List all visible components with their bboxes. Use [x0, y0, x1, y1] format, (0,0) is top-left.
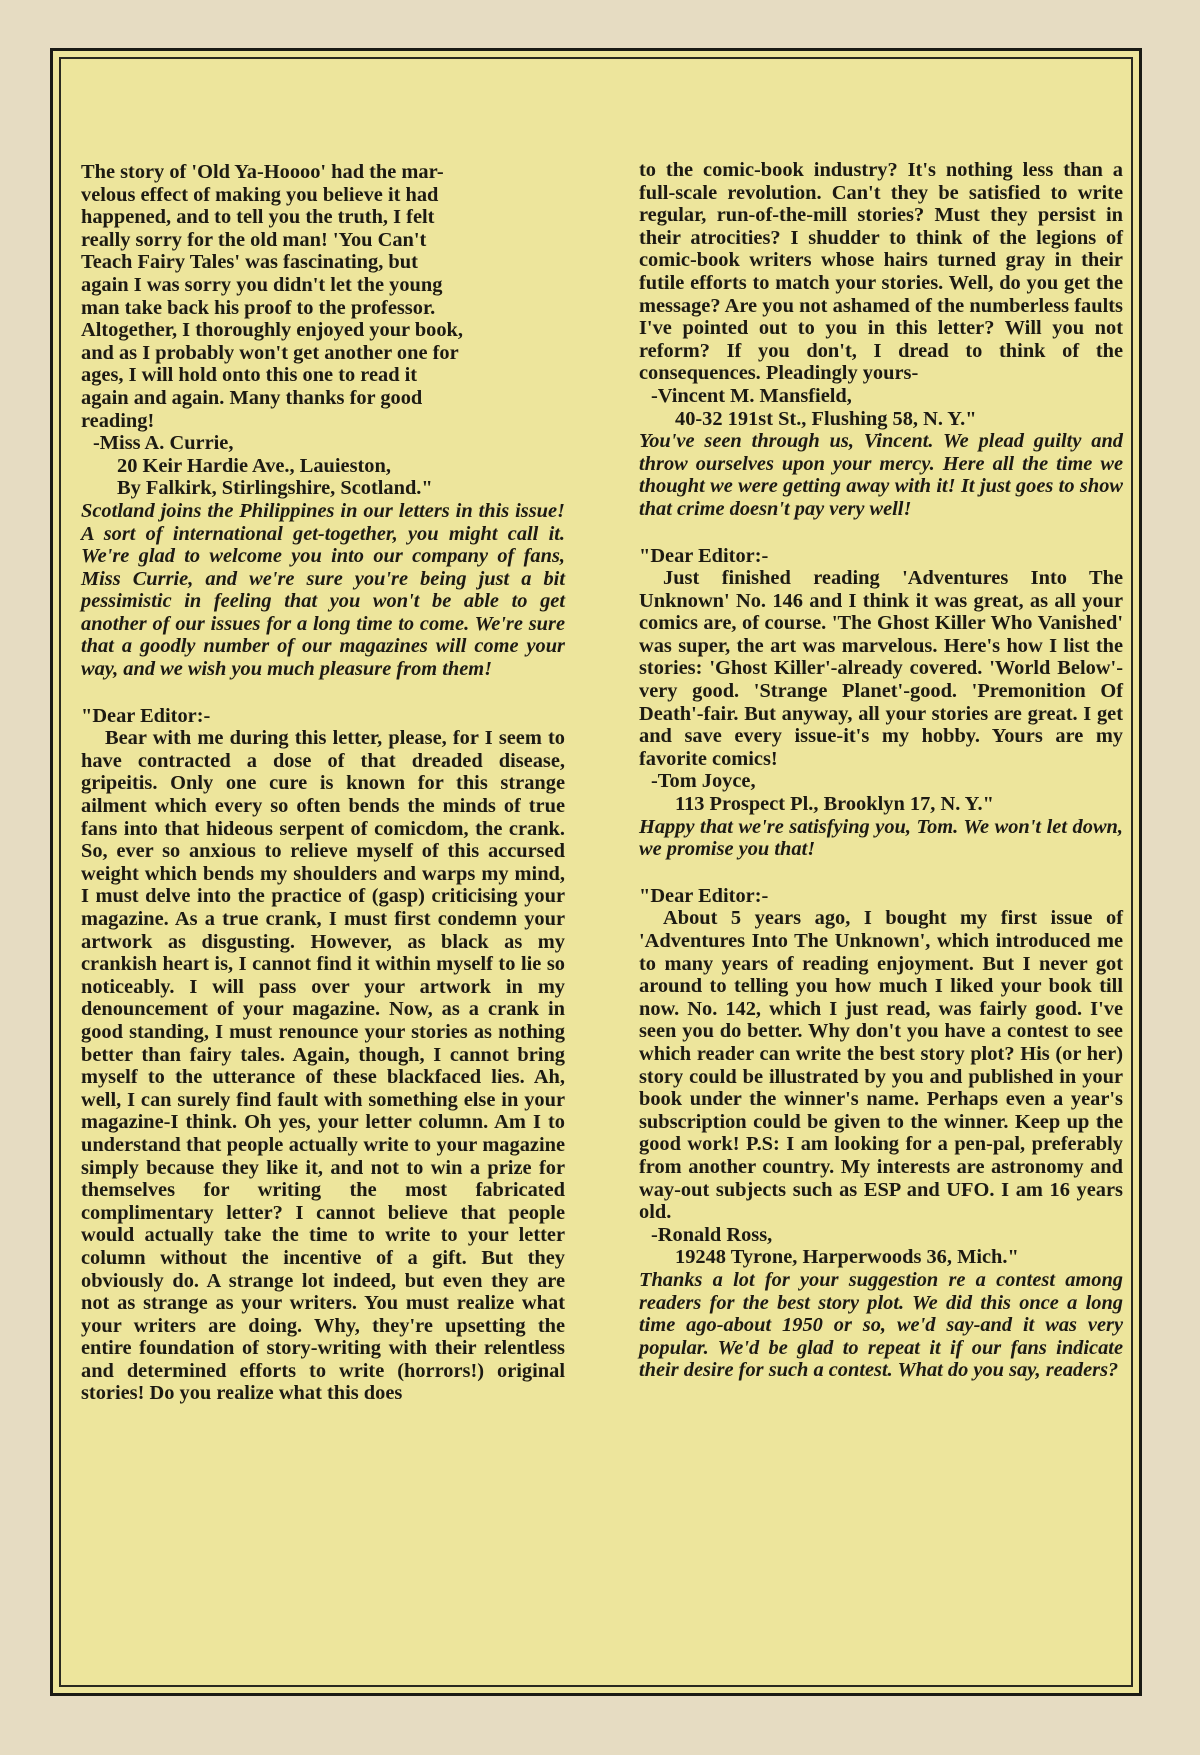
text-line: man take back his proof to the professor.: [81, 296, 436, 319]
text-line: ages, I will hold onto this one to read it: [81, 364, 418, 387]
text-line: reading!: [81, 409, 155, 432]
letter-2-body-continued: to the comic-book industry? It's nothing less than a full-scale revolution. Can't they be satisfied to write regular, run-of-the-mill stories? Must they persist in their atrocities? I shudder to think of the legions of comic-book writers whose hairs turned gray in their futile efforts to match your stories. Well, do you get the message? Are you not ashamed of the numberless faults I've pointed out to you in this letter? Will you not reform? If you don't, I dread to think of the consequences. Pleadingly yours-: [639, 159, 1123, 385]
text-line: again I was sorry you didn't let the young: [81, 273, 443, 296]
letter-1-signature: -Miss A. Currie,: [93, 432, 234, 455]
letter-1-address-line-2: By Falkirk, Stirlingshire, Scotland.": [117, 477, 433, 500]
letter-3-salutation: "Dear Editor:-: [639, 544, 769, 567]
letters-page: [50, 48, 1142, 1696]
letter-4-body: About 5 years ago, I bought my first issue of 'Adventures Into The Unknown', which introduced me to many years of reading enjoyment. But I never got around to telling you how much I liked your book till now. No. 142, which I just read, was fairly good. I've seen you do better. Why don't you have a contest to see which reader can write the best story plot? His (or her) story could be illustrated by you and published in your book under the winner's name. Perhaps even a year's subscription could be given to the winner. Keep up the good work! P.S: I am looking for a pen-pal, preferably from another country. My interests are astronomy and way-out subjects such as ESP and UFO. I am 16 years old.: [639, 907, 1123, 1224]
letter-1-address-line-1: 20 Keir Hardie Ave., Lauieston,: [117, 454, 391, 477]
letter-4-address: 19248 Tyrone, Harperwoods 36, Mich.": [675, 1246, 1019, 1269]
text-line: The story of 'Old Ya-Hoooo' had the mar-: [81, 161, 444, 183]
letter-3-address: 113 Prospect Pl., Brooklyn 17, N. Y.": [675, 793, 994, 816]
text-line: really sorry for the old man! 'You Can't: [81, 228, 427, 251]
letter-2-signature: -Vincent M. Mansfield,: [651, 384, 852, 407]
letter-1-body: [81, 161, 565, 432]
text-line: and as I probably won't get another one for: [81, 341, 459, 364]
letter-2-editor-reply: You've seen through us, Vincent. We plead guilty and throw ourselves upon your mercy. Here all the time we thought we were getting away with it! It just goes to show that crime doesn't pay very well!: [639, 430, 1123, 520]
letter-4-editor-reply: Thanks a lot for your suggestion re a contest among readers for the best story plot. We did this once a long time ago-about 1950 or so, we'd say-and it was very popular. We'd be glad to repeat it if our fans indicate their desire for such a contest. What do you say, readers?: [639, 1268, 1123, 1382]
letter-3-editor-reply: Happy that we're satisfying you, Tom. We won't let down, we promise you that!: [639, 815, 1123, 861]
text-line: velous effect of making you believe it had: [81, 183, 439, 206]
letter-3-signature: -Tom Joyce,: [651, 770, 756, 793]
left-column: [81, 161, 565, 1405]
text-line: again and again. Many thanks for good: [81, 386, 423, 409]
text-line: Teach Fairy Tales' was fascinating, but: [81, 251, 418, 274]
letter-4-salutation: "Dear Editor:-: [639, 884, 769, 907]
right-column: [639, 159, 1123, 1382]
letter-3-body: Just finished reading 'Adventures Into The Unknown' No. 146 and I think it was great, as all your comics are, of course. 'The Ghost Killer Who Vanished' was super, the art was marvelous. Here's how I list the stories: 'Ghost Killer'-already covered. 'World Below'-very good. 'Strange Planet'-good. 'Premonition Of Death'-fair. But anyway, all your stories are great. I get and save every issue-it's my hobby. Yours are my favorite comics!: [639, 567, 1123, 770]
text-line: happened, and to tell you the truth, I felt: [81, 206, 435, 229]
letter-2-body: Bear with me during this letter, please, for I seem to have contracted a dose of that dreaded disease, gripeitis. Only one cure is known for this strange ailment which every so often bends the minds of true fans into that hideous serpent of comicdom, the crank. So, ever so anxious to relieve myself of this accursed weight which bends my shoulders and warps my mind, I must delve into the practice of (gasp) criticising your magazine. As a true crank, I must first condemn your artwork as disgusting. However, as black as my crankish heart is, I cannot find it within myself to lie so noticeably. I will pass over your artwork in my denouncement of your magazine. Now, as a crank in good standing, I must renounce your stories as nothing better than fairy tales. Again, though, I cannot bring myself to the utterance of these blackfaced lies. Ah, well, I can surely find fault with something else in your magazine-I think. Oh yes, your letter column. Am I to understand that people actually write to your magazine simply because they like it, and not to win a prize for themselves for writing the most fabricated complimentary letter? I cannot believe that people would actually take the time to write to your letter column without the incentive of a gift. But they obviously do. A strange lot indeed, but even they are not as strange as your writers. You must realize what your writers are doing. Why, they're upsetting the entire foundation of story-writing with their relentless and determined efforts to write (horrors!) original stories! Do you realize what this does: [81, 727, 565, 1405]
letter-2-salutation: "Dear Editor:-: [81, 704, 211, 727]
letter-2-address: 40-32 191st St., Flushing 58, N. Y.": [675, 407, 977, 430]
letter-4-signature: -Ronald Ross,: [651, 1223, 773, 1246]
text-line: Altogether, I thoroughly enjoyed your book,: [81, 319, 463, 342]
letter-1-editor-reply: Scotland joins the Philippines in our letters in this issue! A sort of international get-together, you might call it. We're glad to welcome you into our company of fans, Miss Currie, and we're sure you're being just a bit pessimistic in feeling that you won't be able to get another of our issues for a long time to come. We're sure that a goodly number of our magazines will come your way, and we wish you much pleasure from them!: [81, 499, 565, 681]
